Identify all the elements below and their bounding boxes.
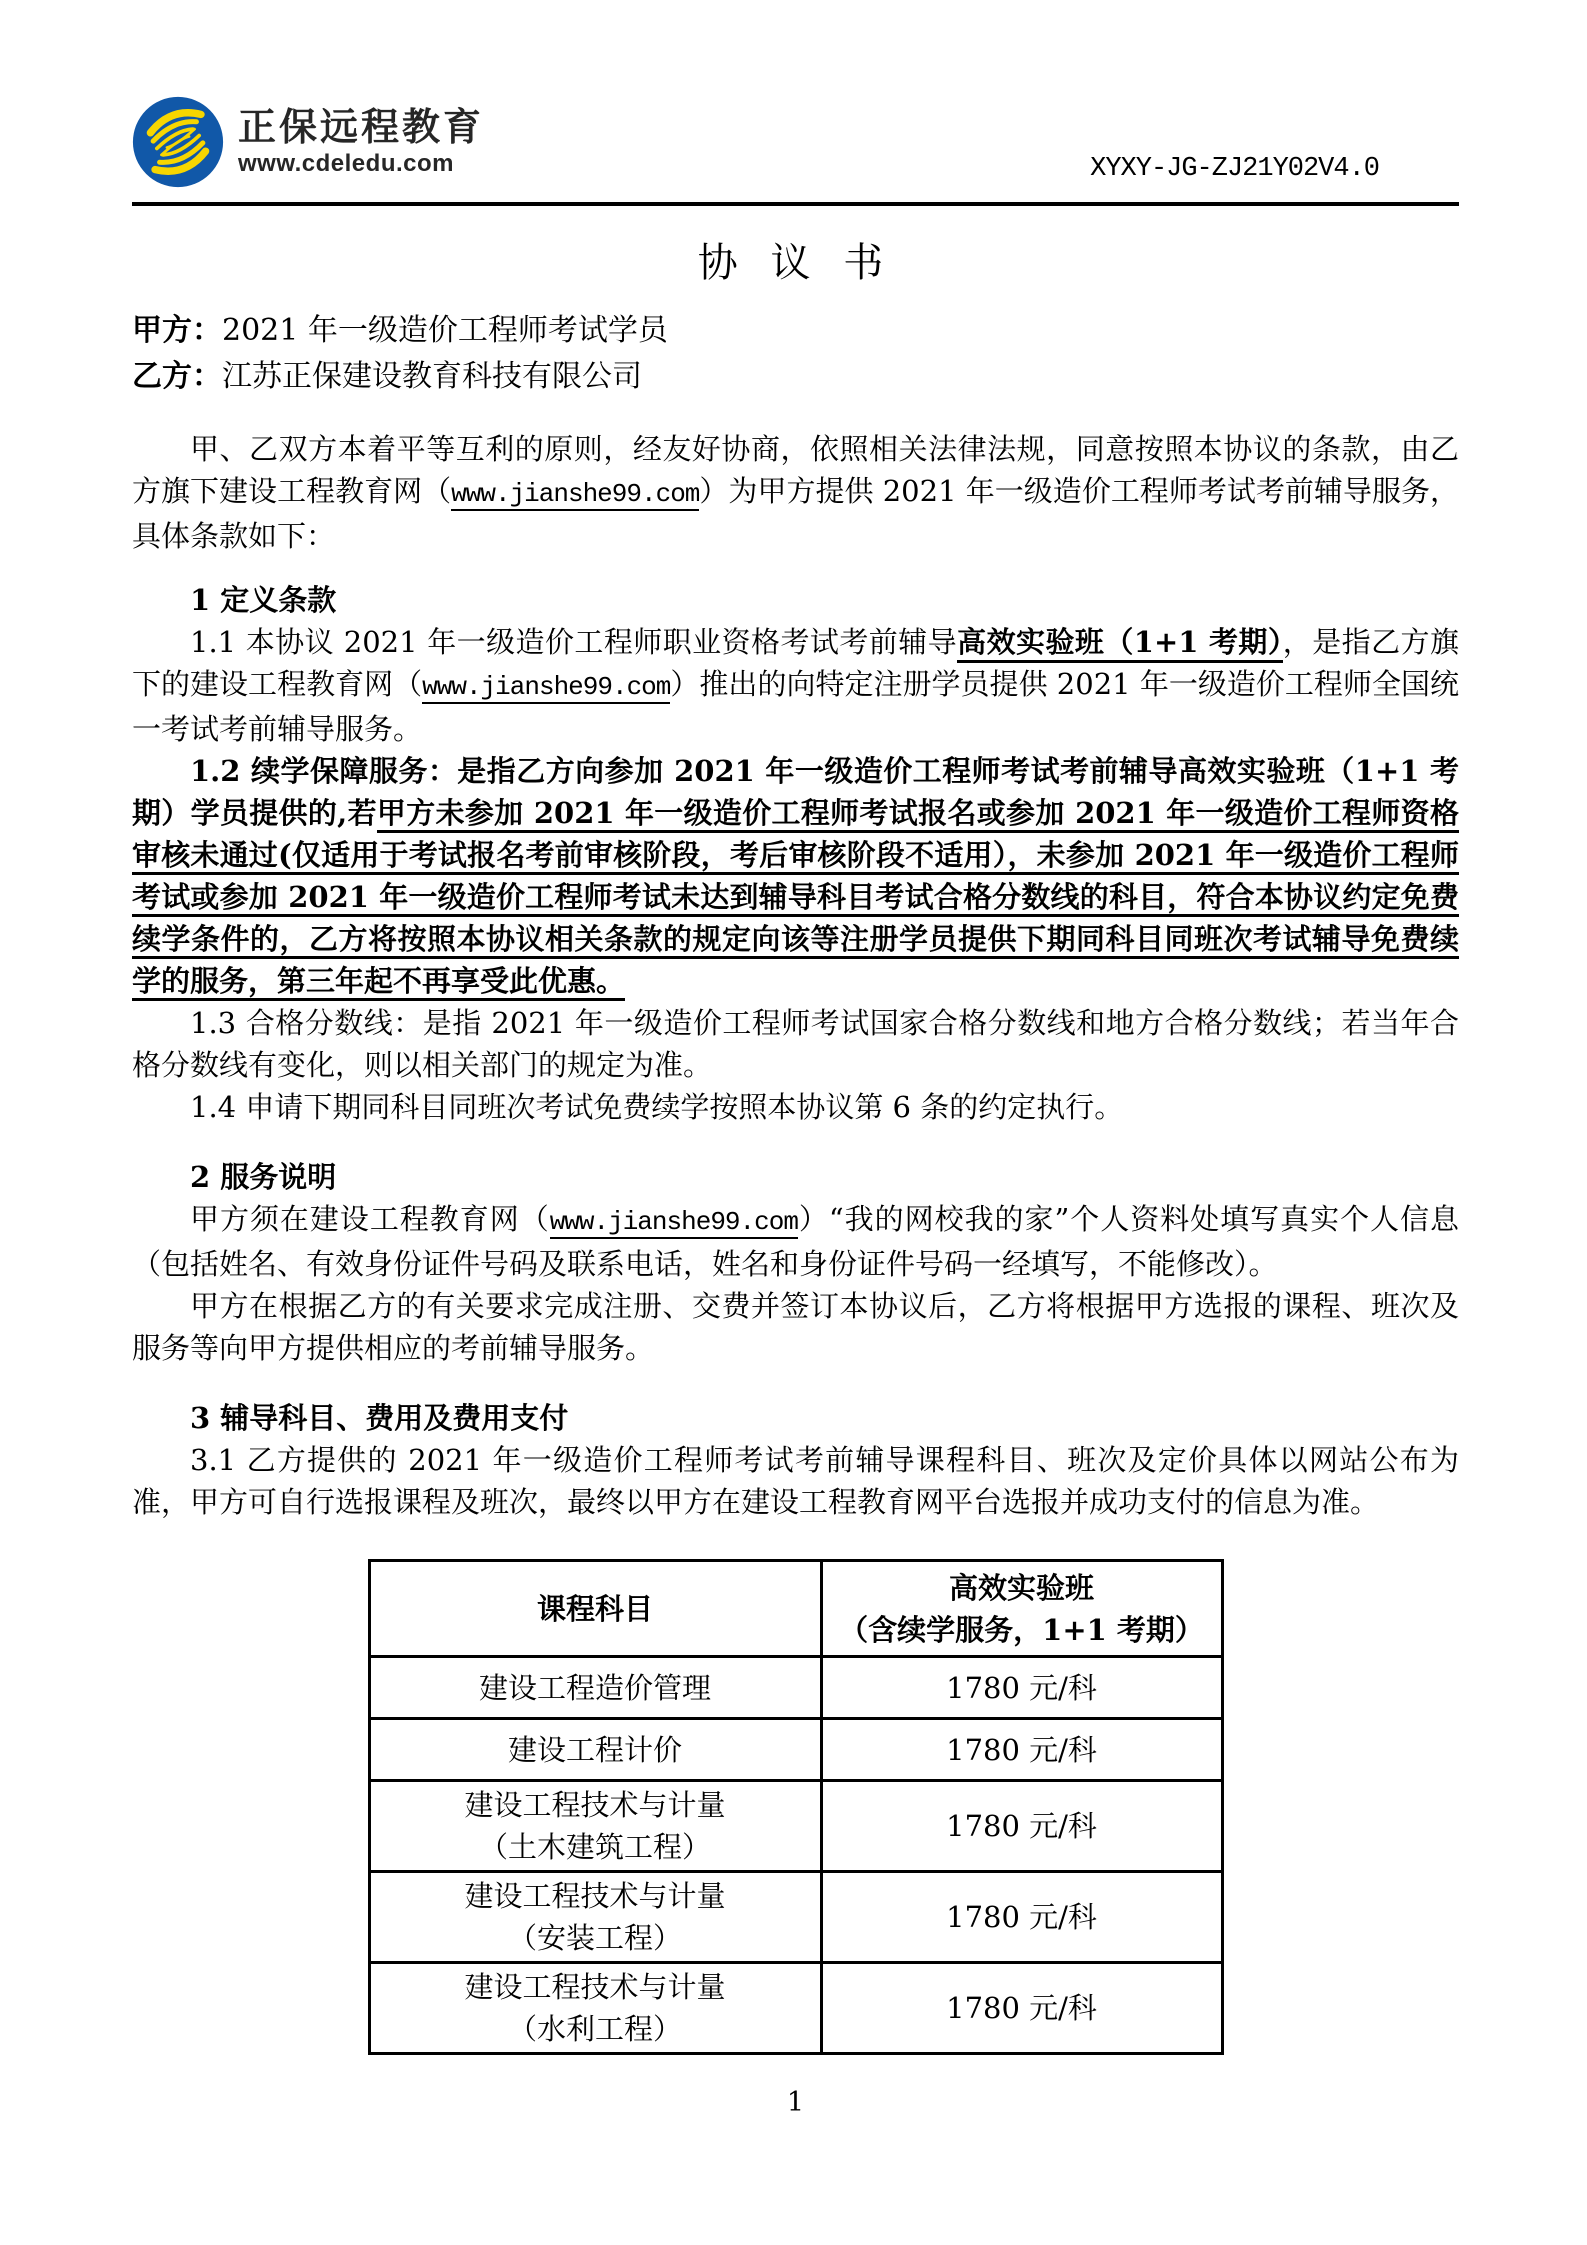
document-title: 协 议 书 — [697, 240, 894, 286]
document-code: XYXY-JG-ZJ21Y02V4.0 — [1090, 154, 1379, 184]
table-row — [369, 1781, 1222, 1872]
party-b-label: 乙方： — [132, 359, 222, 394]
table-row — [369, 1872, 1222, 1963]
clause-1-1-text: 1.1 本协议 2021 年一级造价工程师职业资格考试考前辅导 — [190, 625, 958, 659]
jianshe99-url: www.jianshe99.com — [549, 1207, 798, 1237]
section2-heading: 2 服务说明 — [190, 1160, 337, 1194]
page-header — [132, 96, 1459, 206]
clause-1-1-mid: ，是指乙方旗下的建设工程教育网（ — [132, 625, 1459, 701]
table-header-row — [369, 1561, 1222, 1657]
table-row — [369, 1657, 1222, 1719]
intro-text: 甲、乙双方本着平等互利的原则，经友好协商，依照相关法律法规，同意按照本协议的条款，由乙方旗下建设工程教育网（ — [132, 432, 1459, 508]
clause-2-1-text: 甲方须在建设工程教育网（ — [190, 1202, 550, 1236]
price-cell: 1780 元/科 — [821, 1657, 1222, 1719]
subject-cell: 建设工程技术与计量 （安装工程） — [369, 1872, 821, 1963]
price-cell: 1780 元/科 — [821, 1872, 1222, 1963]
table-row — [369, 1719, 1222, 1781]
section1-heading: 1 定义条款 — [190, 583, 337, 617]
clause-1-2-underlined: 甲方未参加 2021 年一级造价工程师考试报名或参加 2021 年一级造价工程师资格审核未通过(仅适用于考试报名考前审核阶段，考后审核阶段不适用），未参加 2021 年一级造价工程师考试或参加 2021 年一级造价工程师考试未达到辅导科目考试合格分数线的科目，符合本协议约定免费续学条件的，乙方将按照本协议相关条款的规定向该等注册学员提供下期同科目同班次考试辅导免费续学的服务，第三年起不再享受此优惠。 — [132, 796, 1459, 1001]
clause-1-1 — [132, 621, 1459, 750]
brand-website: www.cdeledu.com — [238, 150, 454, 177]
clause-1-3: 1.3 合格分数线：是指 2021 年一级造价工程师考试国家合格分数线和地方合格分数线；若当年合格分数线有变化，则以相关部门的规定为准。 — [132, 1006, 1459, 1082]
party-b-line — [132, 354, 1459, 400]
clause-1-2-lead: 1.2 续学保障服务：是指乙方向参加 2021 年一级造价工程师考试考前辅导高效实验班（1+1 考期）学员提供的,若 — [132, 754, 1459, 830]
party-a-label: 甲方： — [132, 313, 222, 348]
clause-2-1 — [132, 1198, 1459, 1285]
intro-text-tail: ）为甲方提供 2021 年一级造价工程师考试考前辅导服务，具体条款如下： — [132, 474, 1459, 553]
brand-name: 正保远程教育 — [238, 107, 485, 149]
clause-1-4: 1.4 申请下期同科目同班次考试免费续学按照本协议第 6 条的约定执行。 — [190, 1090, 1124, 1124]
table-row — [369, 1963, 1222, 2054]
party-a-value: 2021 年一级造价工程师考试学员 — [222, 313, 668, 348]
party-a-line — [132, 308, 1459, 354]
clause-2-2: 甲方在根据乙方的有关要求完成注册、交费并签订本协议后，乙方将根据甲方选报的课程、班次及服务等向甲方提供相应的考前辅导服务。 — [132, 1289, 1459, 1365]
clause-1-1-tail: ）推出的向特定注册学员提供 2021 年一级造价工程师全国统一考试考前辅导服务。 — [132, 667, 1459, 746]
jianshe99-url: www.jianshe99.com — [422, 672, 671, 702]
price-cell: 1780 元/科 — [821, 1963, 1222, 2054]
class-column-header: 高效实验班 （含续学服务，1+1 考期） — [821, 1561, 1222, 1657]
parties-block — [132, 308, 1459, 400]
party-b-value: 江苏正保建设教育科技有限公司 — [222, 359, 642, 394]
highlight-class-name: 高效实验班（1+1 考期） — [957, 625, 1283, 663]
clause-3-1: 3.1 乙方提供的 2021 年一级造价工程师考试考前辅导课程科目、班次及定价具体以网站公布为准，甲方可自行选报课程及班次，最终以甲方在建设工程教育网平台选报并成功支付的信息为准。 — [132, 1443, 1459, 1519]
clause-2-1-tail: ）“我的网校我的家”个人资料处填写真实个人信息（包括姓名、有效身份证件号码及联系电话，姓名和身份证件号码一经填写，不能修改）。 — [132, 1202, 1459, 1281]
price-cell: 1780 元/科 — [821, 1719, 1222, 1781]
section3-heading: 3 辅导科目、费用及费用支付 — [190, 1401, 569, 1435]
subject-cell: 建设工程技术与计量 （水利工程） — [369, 1963, 821, 2054]
subject-column-header: 课程科目 — [369, 1561, 821, 1657]
clause-1-2 — [132, 750, 1459, 1002]
subject-cell: 建设工程技术与计量 （土木建筑工程） — [369, 1781, 821, 1872]
subject-cell: 建设工程造价管理 — [369, 1657, 821, 1719]
course-price-table — [368, 1559, 1224, 2055]
zhengbao-swirl-logo-icon — [132, 96, 224, 188]
price-cell: 1780 元/科 — [821, 1781, 1222, 1872]
jianshe99-url: www.jianshe99.com — [451, 479, 700, 509]
company-logo — [132, 96, 484, 188]
page-number: 1 — [786, 2087, 805, 2118]
subject-cell: 建设工程计价 — [369, 1719, 821, 1781]
intro-paragraph — [132, 428, 1459, 557]
